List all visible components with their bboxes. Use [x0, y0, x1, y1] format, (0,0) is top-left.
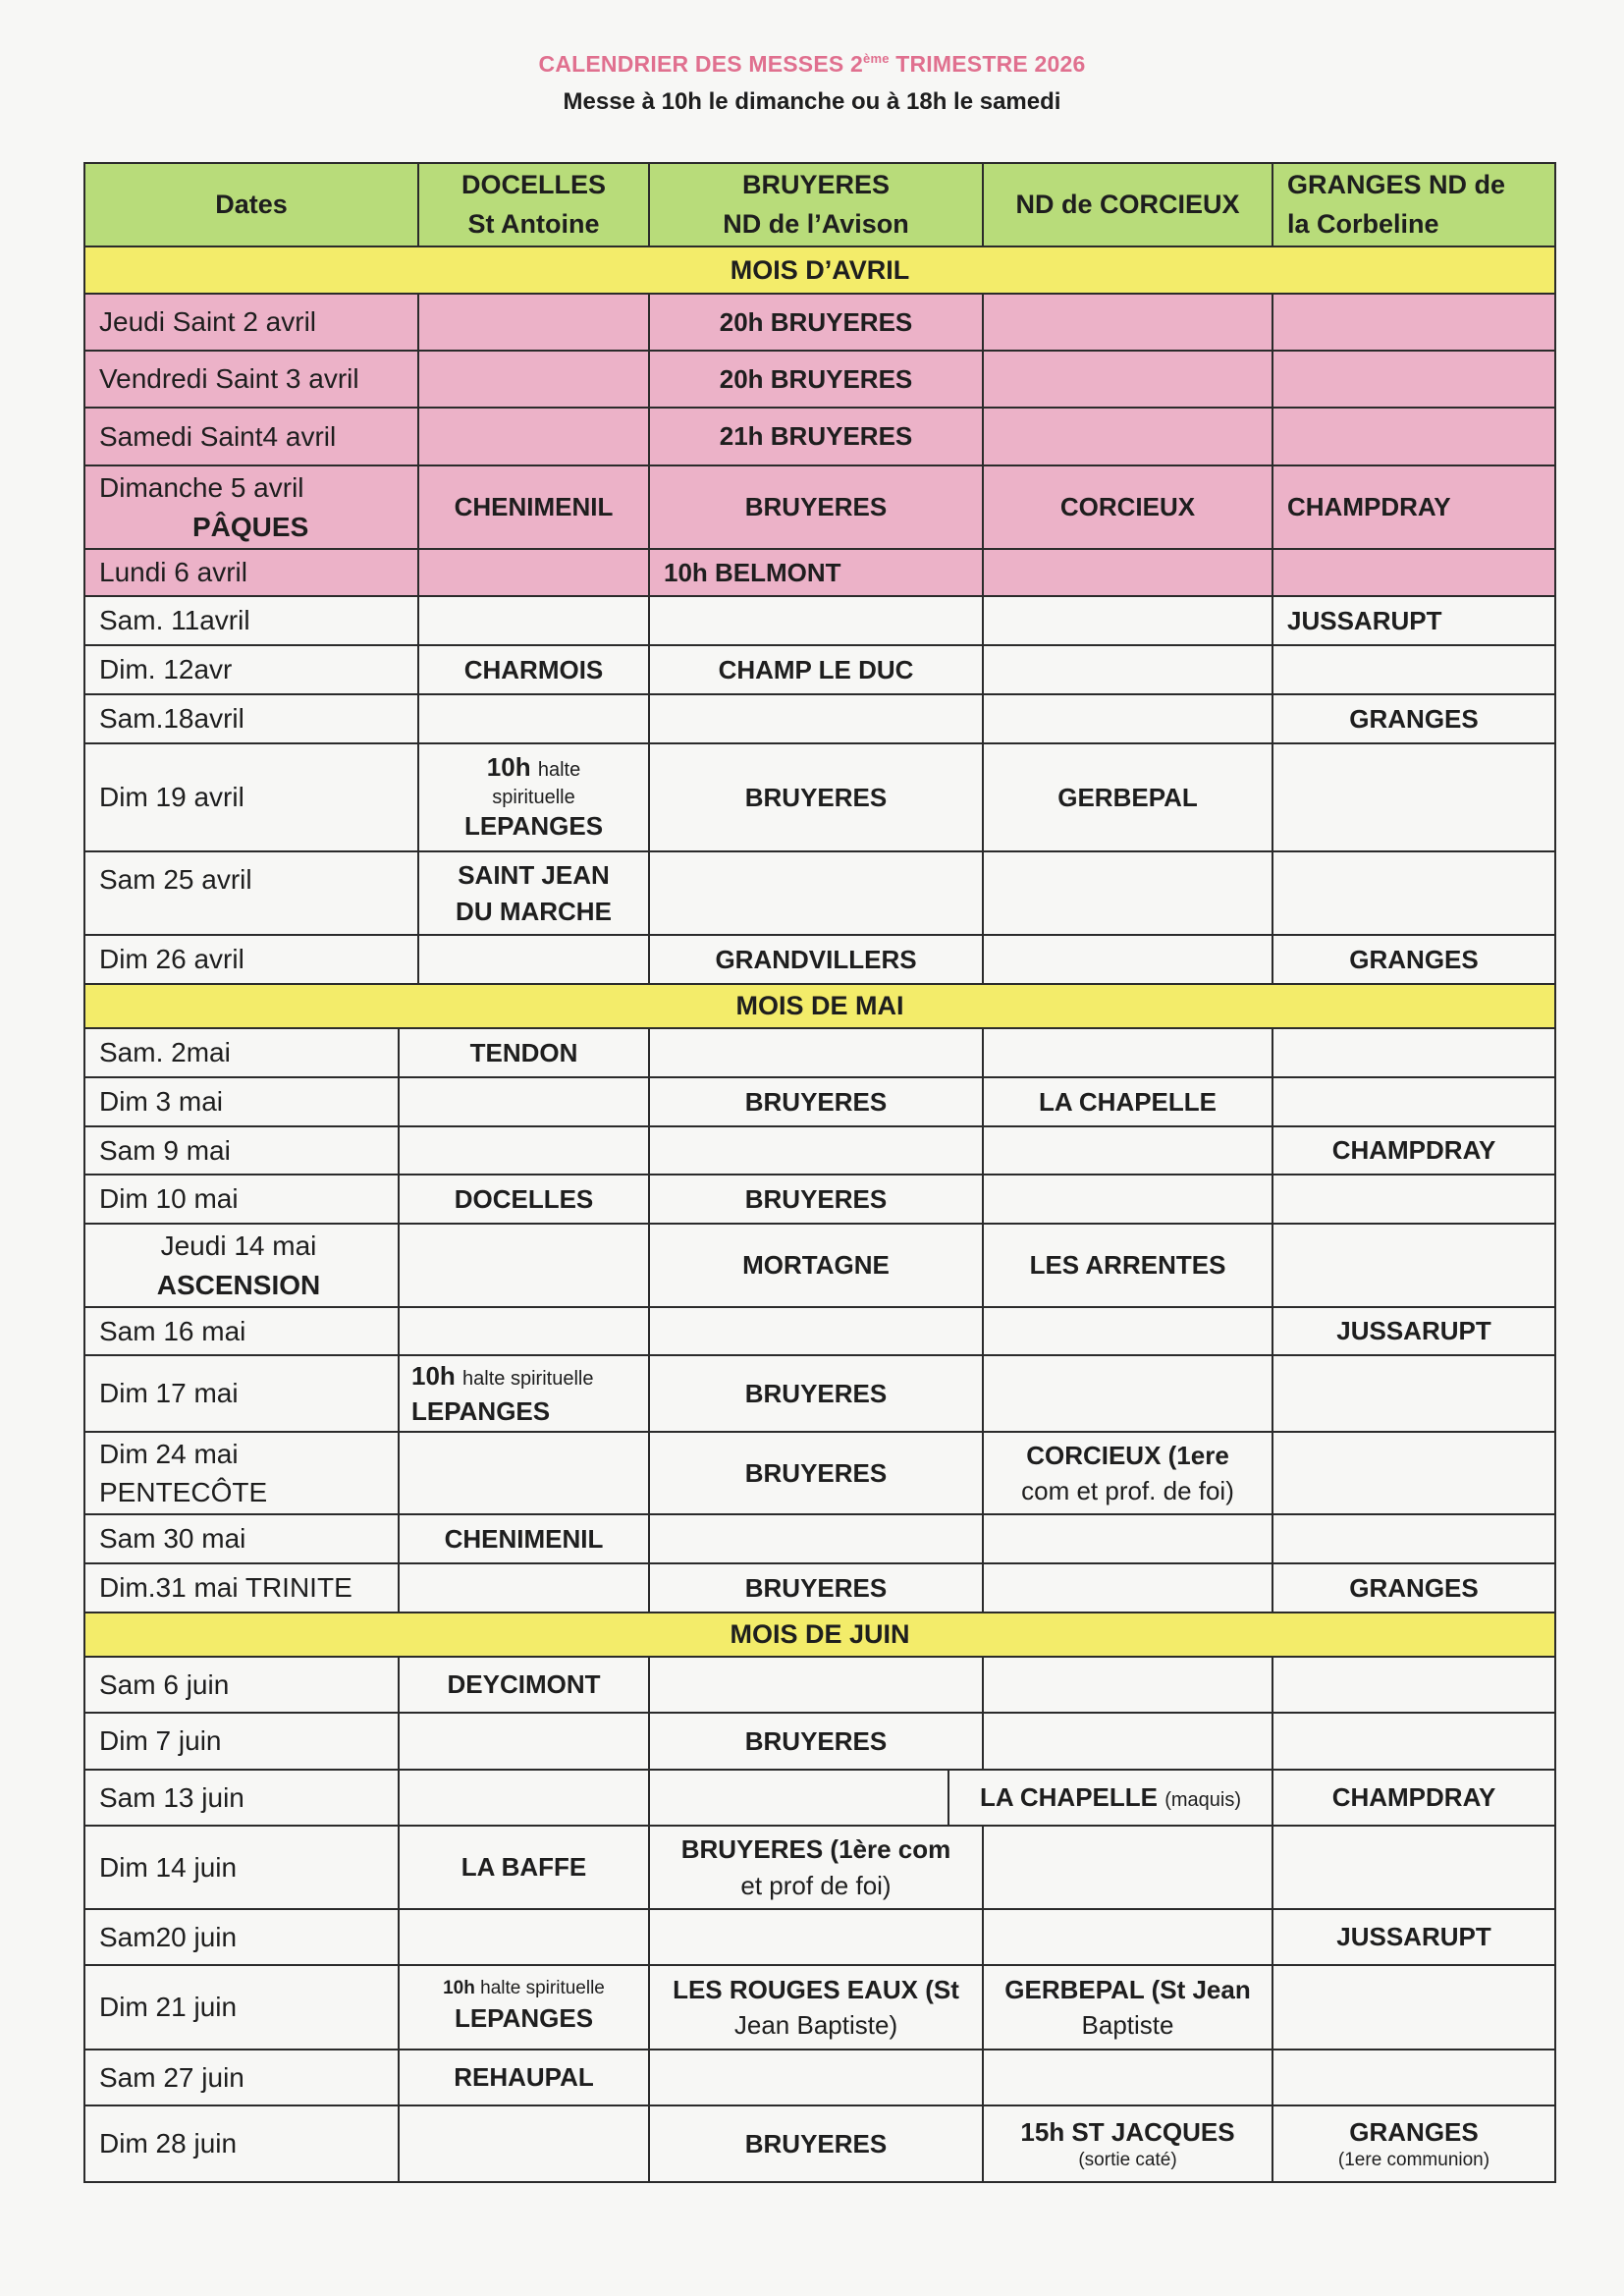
corcieux-cell	[984, 550, 1273, 595]
docelles-cell	[419, 744, 650, 850]
table-row	[83, 646, 1556, 695]
location-label: 15h ST JACQUES	[1020, 2116, 1235, 2147]
bruyeres-cell: BRUYERES	[650, 1175, 984, 1223]
date-line1: Dimanche 5 avril	[99, 472, 304, 504]
bruyeres-cell: BRUYERES	[650, 1564, 984, 1612]
title-superscript: ème	[863, 51, 890, 66]
corcieux-cell	[984, 409, 1273, 465]
location-line1: GERBEPAL (St Jean	[1004, 1974, 1251, 2004]
corcieux-cell: LES ARRENTES	[984, 1225, 1273, 1306]
title-suffix: TRIMESTRE 2026	[889, 51, 1086, 77]
location-line2: Baptiste	[1081, 2010, 1174, 2040]
docelles-cell	[400, 1225, 650, 1306]
title-prefix: CALENDRIER DES MESSES 2	[538, 51, 864, 77]
docelles-cell	[419, 409, 650, 465]
month-banner-april	[83, 247, 1556, 295]
corcieux-cell	[984, 1910, 1273, 1964]
granges-cell	[1273, 1175, 1554, 1223]
note-label: halte spirituelle	[480, 1978, 605, 1999]
corcieux-cell	[984, 936, 1273, 983]
date-cell	[85, 466, 419, 548]
note-label: halte spirituelle	[462, 1367, 594, 1390]
docelles-cell	[400, 1308, 650, 1354]
page-subtitle: Messe à 10h le dimanche ou à 18h le samedi	[563, 88, 1061, 115]
granges-cell: GRANGES	[1349, 944, 1479, 974]
date-cell: Dim 7 juin	[85, 1714, 400, 1769]
docelles-cell	[400, 1078, 650, 1125]
date-cell: Sam 27 juin	[85, 2050, 400, 2105]
bruyeres-cell	[650, 1127, 984, 1174]
table-row	[83, 1078, 1556, 1127]
granges-cell	[1273, 1966, 1554, 2049]
month-banner-may	[83, 985, 1556, 1029]
table-row	[83, 1771, 1556, 1827]
docelles-cell	[400, 1966, 650, 2049]
granges-cell	[1273, 744, 1554, 850]
docelles-cell: TENDON	[400, 1029, 650, 1076]
bruyeres-cell: GRANDVILLERS	[650, 936, 984, 983]
table-row	[83, 1029, 1556, 1078]
docelles-cell	[419, 295, 650, 350]
docelles-cell	[419, 936, 650, 983]
granges-cell: GRANGES	[1349, 703, 1479, 734]
header-corcieux-line1: ND de CORCIEUX	[1015, 189, 1240, 219]
corcieux-cell	[984, 2050, 1273, 2105]
bruyeres-cell	[650, 1910, 984, 1964]
table-row	[83, 1564, 1556, 1613]
docelles-cell: LA BAFFE	[400, 1827, 650, 1908]
granges-cell	[1273, 1515, 1554, 1562]
granges-cell: JUSSARUPT	[1336, 1316, 1491, 1346]
corcieux-cell	[984, 695, 1273, 742]
header-bruyeres-line2: ND de l’Avison	[723, 208, 909, 239]
page-title	[0, 51, 1624, 78]
location-line2: et prof de foi)	[740, 1870, 892, 1900]
note-label: (1ere communion)	[1337, 2149, 1490, 2170]
date-cell: Sam 13 juin	[85, 1771, 400, 1825]
granges-cell	[1273, 1433, 1554, 1513]
location-line1: SAINT JEAN	[458, 860, 610, 891]
bruyeres-cell	[650, 2050, 984, 2105]
date-cell: Sam20 juin	[85, 1910, 400, 1964]
table-row	[83, 409, 1556, 466]
time-label: 10h	[486, 752, 531, 783]
header-bruyeres	[650, 164, 984, 246]
feast-label: PÂQUES	[192, 511, 309, 542]
granges-cell	[1273, 409, 1554, 465]
granges-cell: CHAMPDRAY	[1331, 1135, 1496, 1166]
header-granges-line1: GRANGES ND de	[1287, 170, 1506, 200]
date-cell: Dim 3 mai	[85, 1078, 400, 1125]
date-cell: Jeudi Saint 2 avril	[85, 295, 419, 350]
corcieux-cell	[984, 1564, 1273, 1612]
corcieux-cell	[984, 1433, 1273, 1513]
docelles-cell	[400, 2106, 650, 2181]
bruyeres-cell: BRUYERES	[650, 466, 984, 548]
corcieux-cell: CORCIEUX	[984, 466, 1273, 548]
docelles-cell: DOCELLES	[400, 1175, 650, 1223]
date-cell: Dim 21 juin	[85, 1966, 400, 2049]
location-label: LEPANGES	[411, 1396, 551, 1426]
date-cell: Dim 17 mai	[85, 1356, 400, 1431]
bruyeres-cell: BRUYERES	[650, 2106, 984, 2181]
bruyeres-cell	[650, 1658, 984, 1712]
granges-cell	[1273, 1356, 1554, 1431]
docelles-cell: CHENIMENIL	[419, 466, 650, 548]
header-corcieux	[984, 164, 1273, 246]
header-docelles	[419, 164, 650, 246]
bruyeres-cell: 20h BRUYERES	[650, 352, 984, 407]
bruyeres-cell: BRUYERES	[650, 1078, 984, 1125]
bruyeres-cell	[650, 1308, 984, 1354]
bruyeres-cell: BRUYERES	[650, 1356, 984, 1431]
granges-cell	[1273, 646, 1554, 693]
bruyeres-cell	[650, 1966, 984, 2049]
header-docelles-line2: St Antoine	[467, 208, 600, 239]
table-row	[83, 1910, 1556, 1966]
corcieux-cell	[984, 295, 1273, 350]
note-label: spirituelle	[492, 787, 575, 808]
location-line2: com et prof. de foi)	[1021, 1476, 1234, 1505]
feast-label: PENTECÔTE	[99, 1477, 268, 1507]
table-row	[83, 1225, 1556, 1308]
header-bruyeres-line1: BRUYERES	[741, 170, 891, 200]
table-row	[83, 1714, 1556, 1771]
docelles-cell: CHARMOIS	[419, 646, 650, 693]
corcieux-cell	[984, 1515, 1273, 1562]
granges-cell: GRANGES	[1349, 1572, 1479, 1603]
corcieux-cell	[949, 1771, 1273, 1825]
date-cell: Samedi Saint4 avril	[85, 409, 419, 465]
docelles-cell	[419, 597, 650, 644]
month-banner-june	[83, 1613, 1556, 1658]
date-cell: Sam 30 mai	[85, 1515, 400, 1562]
header-docelles-line1: DOCELLES	[460, 170, 606, 200]
docelles-cell	[400, 1910, 650, 1964]
bruyeres-cell: BRUYERES	[650, 744, 984, 850]
bruyeres-cell	[650, 1515, 984, 1562]
note-label: (sortie caté)	[1078, 2149, 1177, 2170]
bruyeres-cell	[650, 1827, 984, 1908]
time-label: 10h	[443, 1978, 475, 1999]
month-label: MOIS DE JUIN	[730, 1619, 910, 1649]
table-row	[83, 2106, 1556, 2183]
bruyeres-cell	[650, 597, 984, 644]
corcieux-cell	[984, 646, 1273, 693]
bruyeres-cell: CHAMP LE DUC	[650, 646, 984, 693]
corcieux-cell	[984, 1658, 1273, 1712]
bruyeres-cell: MORTAGNE	[650, 1225, 984, 1306]
table-row	[83, 1827, 1556, 1910]
bruyeres-cell: 10h BELMONT	[650, 550, 984, 595]
date-cell: Sam 16 mai	[85, 1308, 400, 1354]
granges-cell	[1273, 1714, 1554, 1769]
location-line1: BRUYERES (1ère com	[680, 1834, 951, 1865]
date-cell: Sam. 11avril	[85, 597, 419, 644]
table-row	[83, 352, 1556, 409]
docelles-cell	[400, 1771, 650, 1825]
granges-cell: CHAMPDRAY	[1287, 492, 1451, 522]
bruyeres-cell: BRUYERES	[650, 1433, 984, 1513]
date-cell: Dim 14 juin	[85, 1827, 400, 1908]
table-header-row	[83, 162, 1556, 247]
note-label: halte	[537, 759, 581, 782]
granges-cell	[1273, 1225, 1554, 1306]
header-dates	[85, 164, 419, 246]
docelles-cell	[419, 550, 650, 595]
date-cell: Dim. 12avr	[85, 646, 419, 693]
docelles-cell	[400, 1714, 650, 1769]
granges-cell	[1273, 352, 1554, 407]
table-row	[83, 1658, 1556, 1714]
table-row	[83, 1515, 1556, 1564]
date-cell: Dim 10 mai	[85, 1175, 400, 1223]
location-line1: LES ROUGES EAUX (St	[673, 1974, 959, 2004]
table-row	[83, 2050, 1556, 2106]
header-granges	[1273, 164, 1554, 246]
location-label: GRANGES	[1349, 2116, 1479, 2147]
location-label: LEPANGES	[463, 811, 604, 841]
header-granges-line2: la Corbeline	[1287, 208, 1439, 239]
location-line1: CORCIEUX (1ere	[1026, 1440, 1229, 1470]
corcieux-cell	[984, 1827, 1273, 1908]
date-cell: Sam 6 juin	[85, 1658, 400, 1712]
corcieux-cell	[984, 352, 1273, 407]
header-dates-label: Dates	[215, 189, 288, 219]
docelles-cell	[400, 1356, 650, 1431]
docelles-cell: REHAUPAL	[400, 2050, 650, 2105]
table-row	[83, 550, 1556, 597]
corcieux-cell: LA CHAPELLE	[984, 1078, 1273, 1125]
docelles-cell	[400, 1433, 650, 1513]
table-row	[83, 295, 1556, 352]
granges-cell: JUSSARUPT	[1336, 1922, 1491, 1952]
table-row	[83, 1127, 1556, 1175]
date-cell: Dim 28 juin	[85, 2106, 400, 2181]
bruyeres-cell	[650, 1029, 984, 1076]
corcieux-cell	[984, 1714, 1273, 1769]
granges-cell: CHAMPDRAY	[1331, 1782, 1496, 1813]
feast-label: ASCENSION	[156, 1269, 321, 1300]
granges-cell	[1273, 1029, 1554, 1076]
granges-cell	[1273, 2050, 1554, 2105]
docelles-cell	[419, 352, 650, 407]
bruyeres-cell	[650, 852, 984, 934]
table-row	[83, 1433, 1556, 1515]
granges-cell	[1273, 295, 1554, 350]
location-line2: DU MARCHE	[456, 896, 612, 926]
bruyeres-cell	[650, 695, 984, 742]
corcieux-cell	[984, 1356, 1273, 1431]
date-cell: Dim.31 mai TRINITE	[85, 1564, 400, 1612]
corcieux-cell	[984, 597, 1273, 644]
table-row	[83, 597, 1556, 646]
corcieux-cell	[984, 1966, 1273, 2049]
bruyeres-cell: BRUYERES	[650, 1714, 984, 1769]
docelles-cell: CHENIMENIL	[400, 1515, 650, 1562]
bruyeres-cell: 20h BRUYERES	[650, 295, 984, 350]
granges-cell	[1273, 2106, 1554, 2181]
docelles-cell	[400, 1564, 650, 1612]
table-row	[83, 1356, 1556, 1433]
granges-cell	[1273, 550, 1554, 595]
date-cell: Dim 19 avril	[85, 744, 419, 850]
corcieux-cell	[984, 1127, 1273, 1174]
bruyeres-cell: 21h BRUYERES	[650, 409, 984, 465]
granges-cell	[1273, 1658, 1554, 1712]
date-cell: Sam 25 avril	[85, 852, 419, 934]
date-cell: Dim 26 avril	[85, 936, 419, 983]
date-cell: Lundi 6 avril	[85, 550, 419, 595]
location-label: LA CHAPELLE	[979, 1782, 1158, 1813]
date-line1: Jeudi 14 mai	[160, 1230, 317, 1262]
docelles-cell: DEYCIMONT	[400, 1658, 650, 1712]
table-row	[83, 1308, 1556, 1356]
month-label: MOIS DE MAI	[735, 991, 904, 1020]
table-row	[83, 852, 1556, 936]
location-line2: Jean Baptiste)	[733, 2010, 898, 2040]
note-label: (maquis)	[1164, 1789, 1242, 1812]
date-cell: Sam 9 mai	[85, 1127, 400, 1174]
granges-cell	[1273, 1078, 1554, 1125]
date-cell	[85, 1225, 400, 1306]
date-cell	[85, 1433, 400, 1513]
granges-cell: JUSSARUPT	[1287, 605, 1442, 635]
corcieux-cell	[984, 852, 1273, 934]
table-row	[83, 1966, 1556, 2050]
month-label: MOIS D’AVRIL	[730, 254, 910, 285]
docelles-cell	[400, 1127, 650, 1174]
date-line1: Dim 24 mai	[99, 1438, 239, 1469]
granges-cell	[1273, 1827, 1554, 1908]
granges-cell	[1273, 852, 1554, 934]
bruyeres-cell	[650, 1771, 949, 1825]
docelles-cell	[419, 852, 650, 934]
corcieux-cell: GERBEPAL	[984, 744, 1273, 850]
docelles-cell	[419, 695, 650, 742]
table-row	[83, 936, 1556, 985]
date-cell: Vendredi Saint 3 avril	[85, 352, 419, 407]
corcieux-cell	[984, 1029, 1273, 1076]
corcieux-cell	[984, 1175, 1273, 1223]
corcieux-cell	[984, 2106, 1273, 2181]
date-cell: Sam.18avril	[85, 695, 419, 742]
table-row	[83, 1175, 1556, 1225]
mass-schedule-table	[83, 162, 1556, 2183]
table-row	[83, 466, 1556, 550]
time-label: 10h	[411, 1360, 456, 1391]
corcieux-cell	[984, 1308, 1273, 1354]
table-row	[83, 695, 1556, 744]
location-label: LEPANGES	[454, 2003, 594, 2034]
date-cell: Sam. 2mai	[85, 1029, 400, 1076]
table-row	[83, 744, 1556, 852]
